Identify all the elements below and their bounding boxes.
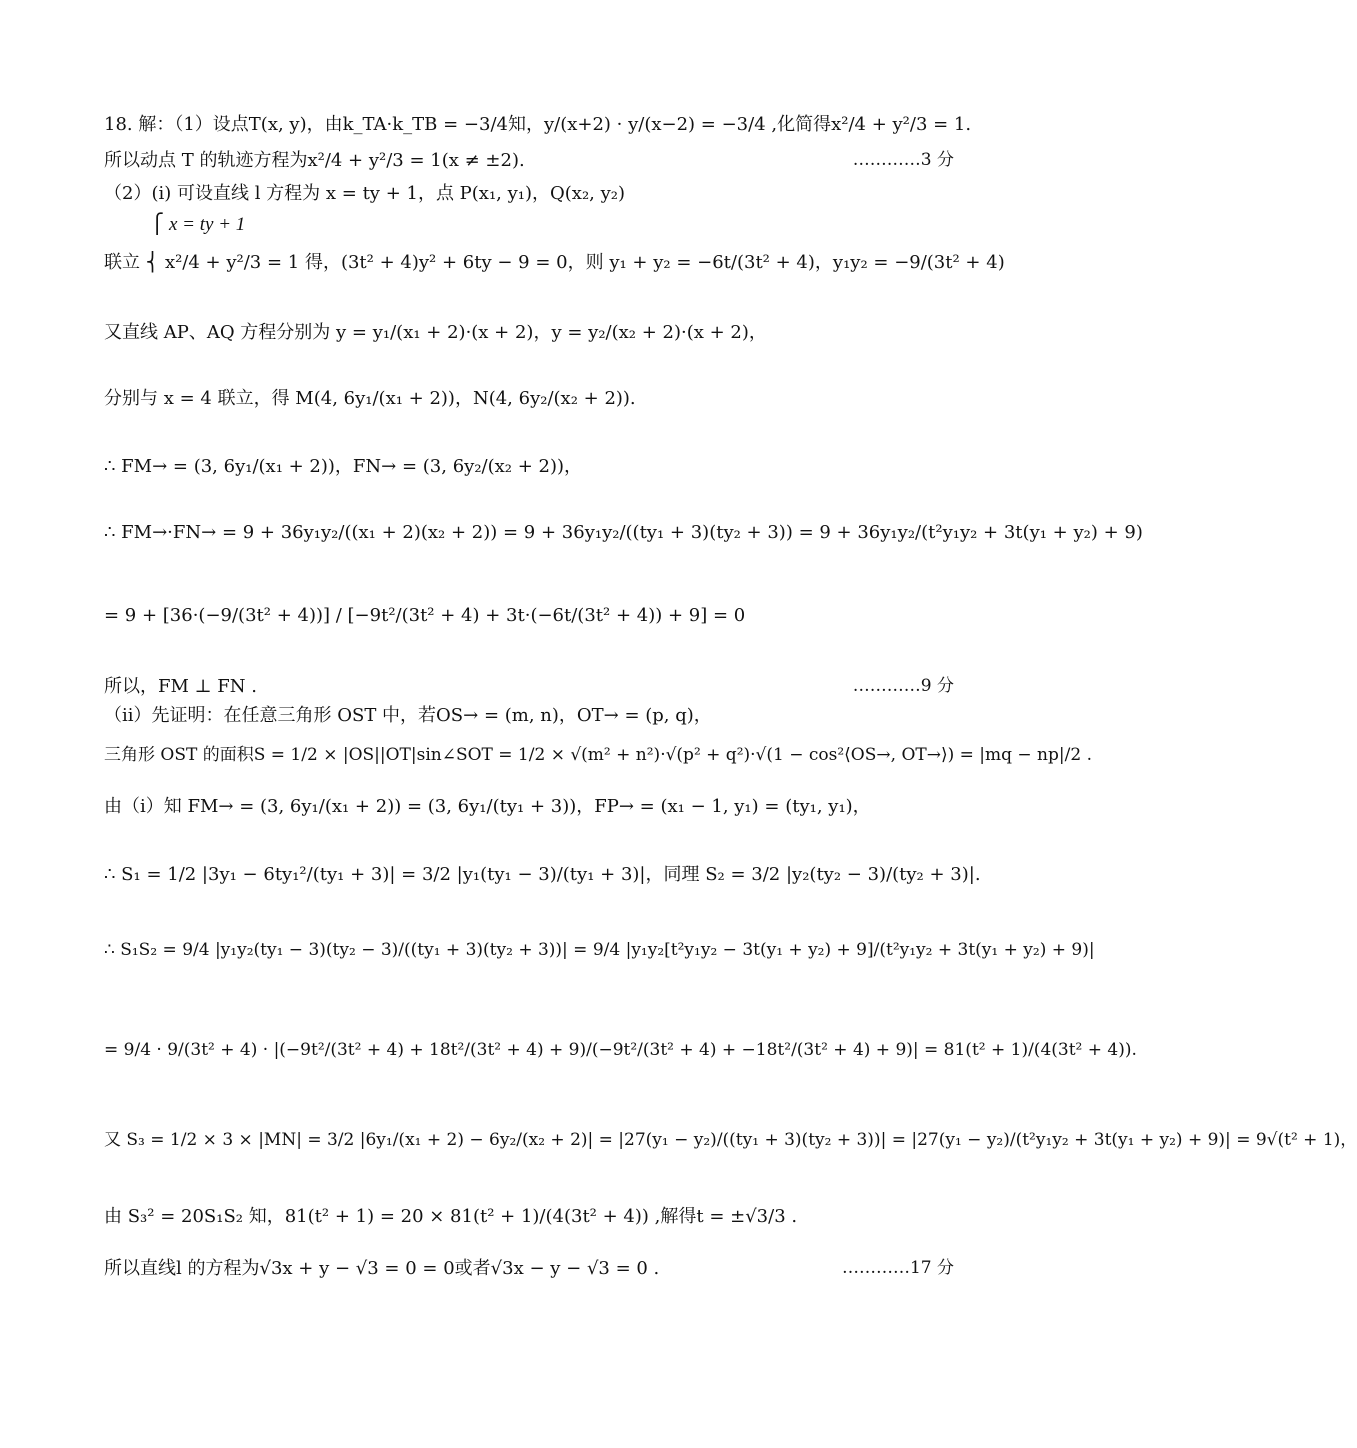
line-text: 18. 解：（1）设点T(x, y)，由k_TA·k_TB = −3/4知，y/(x+2) · y/(x−2) = −3/4 ,化简得x²/4 + y²/3 = 1. bbox=[104, 114, 972, 135]
line-set-line-l bbox=[104, 183, 954, 205]
line-simultaneous bbox=[104, 252, 1005, 274]
line-perpendicular bbox=[104, 676, 954, 698]
line-points-mn bbox=[104, 388, 954, 410]
line-ap-aq-equations bbox=[104, 322, 954, 344]
line-dot-product-zero bbox=[104, 605, 954, 627]
line-vectors-fm-fn bbox=[104, 456, 954, 478]
line-text: 又直线 AP、AQ 方程分别为 y = y₁/(x₁ + 2)·(x + 2)，y = y₂/(x₂ + 2)·(x + 2)， bbox=[104, 322, 767, 343]
line-text: （ii）先证明：在任意三角形 OST 中，若OS→ = (m, n)，OT→ = (p, q)， bbox=[104, 705, 712, 726]
line-s1s2-product bbox=[104, 940, 1095, 960]
line-text: ∴ S₁S₂ = 9/4 |y₁y₂(ty₁ − 3)(ty₂ − 3)/((ty₁ + 3)(ty₂ + 3))| = 9/4 |y₁y₂[t²y₁y₂ − 3t(y₁ + y₂) + 9]/(t²y₁y₂ + 3t(y₁ + y₂) + 9)| bbox=[104, 940, 1095, 960]
line-text: ∴ FM→·FN→ = 9 + 36y₁y₂/((x₁ + 2)(x₂ + 2)) = 9 + 36y₁y₂/((ty₁ + 3)(ty₂ + 3)) = 9 + 36y₁y₂/(t²y₁y₂ + 3t(y₁ + y₂) + 9) bbox=[104, 522, 1143, 543]
line-system-top bbox=[150, 214, 1000, 237]
line-text: ⎧ x = ty + 1 bbox=[150, 214, 246, 235]
line-part1-derivation bbox=[104, 114, 972, 136]
line-text: 所以直线l 的方程为√3x + y − √3 = 0 = 0或者√3x − y − √3 = 0 . bbox=[104, 1258, 660, 1279]
line-text: ∴ FM→ = (3, 6y₁/(x₁ + 2))，FN→ = (3, 6y₂/(x₂ + 2))， bbox=[104, 456, 583, 477]
line-s1-s2 bbox=[104, 864, 981, 886]
line-text: 所以动点 T 的轨迹方程为x²/4 + y²/3 = 1(x ≠ ±2). bbox=[104, 150, 525, 171]
line-trajectory-equation bbox=[104, 150, 954, 172]
score-marker: …………3 分 bbox=[852, 150, 954, 170]
line-text: 又 S₃ = 1/2 × 3 × |MN| = 3/2 |6y₁/(x₁ + 2) − 6y₂/(x₂ + 2)| = |27(y₁ − y₂)/((ty₁ + 3)(ty₂ + 3))| = |27(y₁ − y₂)/(t²y₁y₂ + 3t(y₁ + y₂) + 9)| = 9√(t² + 1)， bbox=[104, 1130, 1357, 1150]
line-solve-t bbox=[104, 1206, 954, 1228]
line-part2-lemma bbox=[104, 705, 954, 727]
line-text: 联立 ⎨ x²/4 + y²/3 = 1 得，(3t² + 4)y² + 6ty − 9 = 0，则 y₁ + y₂ = −6t/(3t² + 4)，y₁y₂ = −9/(3t² + 4) bbox=[104, 252, 1005, 273]
line-text: 所以，FM ⊥ FN . bbox=[104, 676, 257, 697]
line-text: 三角形 OST 的面积S = 1/2 × |OS||OT|sin∠SOT = 1/2 × √(m² + n²)·√(p² + q²)·√(1 − cos²⟨OS→, OT→⟩) = |mq − np|/2 . bbox=[104, 745, 1092, 765]
score-marker: …………9 分 bbox=[852, 676, 954, 696]
line-final-answer bbox=[104, 1258, 954, 1280]
line-text: 由（i）知 FM→ = (3, 6y₁/(x₁ + 2)) = (3, 6y₁/(ty₁ + 3))，FP→ = (x₁ − 1, y₁) = (ty₁, y₁)， bbox=[104, 796, 871, 817]
line-text: = 9 + [36·(−9/(3t² + 4))] / [−9t²/(3t² + 4) + 3t·(−6t/(3t² + 4)) + 9] = 0 bbox=[104, 605, 746, 626]
line-s1s2-result bbox=[104, 1040, 1137, 1060]
line-text: 由 S₃² = 20S₁S₂ 知，81(t² + 1) = 20 × 81(t² + 1)/(4(3t² + 4)) ,解得t = ±√3/3 . bbox=[104, 1206, 798, 1227]
line-dot-product bbox=[104, 522, 1143, 544]
line-vectors-fm-fp bbox=[104, 796, 954, 818]
line-text: 分别与 x = 4 联立，得 M(4, 6y₁/(x₁ + 2))，N(4, 6y₂/(x₂ + 2)). bbox=[104, 388, 636, 409]
line-text: ∴ S₁ = 1/2 |3y₁ − 6ty₁²/(ty₁ + 3)| = 3/2 |y₁(ty₁ − 3)/(ty₁ + 3)|，同理 S₂ = 3/2 |y₂(ty₂ − 3)/(ty₂ + 3)|. bbox=[104, 864, 981, 885]
line-s3 bbox=[104, 1130, 1357, 1150]
line-text: = 9/4 · 9/(3t² + 4) · |(−9t²/(3t² + 4) + 18t²/(3t² + 4) + 9)/(−9t²/(3t² + 4) + −18t²/(3t² + 4) + 9)| = 81(t² + 1)/(4(3t² + 4)). bbox=[104, 1040, 1137, 1060]
score-marker: …………17 分 bbox=[841, 1258, 954, 1278]
line-text: （2）(i) 可设直线 l 方程为 x = ty + 1，点 P(x₁, y₁)，Q(x₂, y₂) bbox=[104, 183, 626, 204]
line-triangle-area bbox=[104, 745, 1092, 765]
